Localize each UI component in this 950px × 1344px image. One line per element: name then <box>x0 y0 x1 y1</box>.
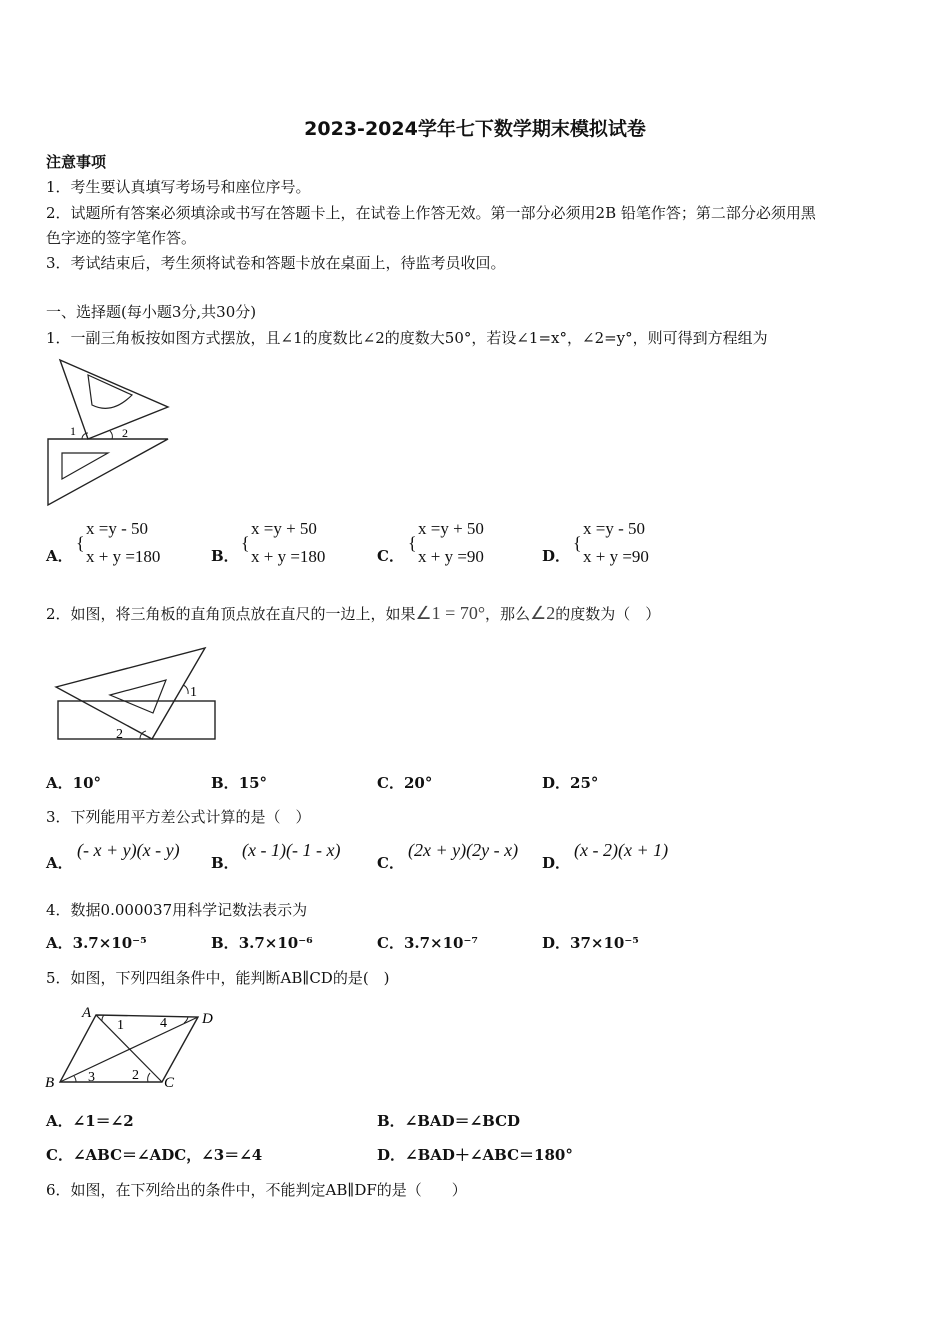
q2-option-c <box>377 772 432 793</box>
q1-angle-2-label: 2 <box>122 426 128 440</box>
q3-option-label: C． <box>377 854 404 872</box>
equation-line: x =y + 50 <box>418 519 484 538</box>
q1-option-a-system <box>76 519 206 571</box>
q1-option-b-system <box>241 519 371 571</box>
option-value: 25° <box>570 774 599 792</box>
q3-option-b-expression: (x - 1)(- 1 - x) <box>242 840 341 860</box>
option-label: A． <box>46 1112 73 1130</box>
equation-line: x =y - 50 <box>86 519 148 538</box>
q4-option-c <box>377 932 478 953</box>
q2-angle-2-label: 2 <box>116 727 123 742</box>
q1-option-c-system <box>408 519 538 571</box>
option-value: 3.7×10⁻⁷ <box>403 934 478 952</box>
q5-option-c <box>46 1144 262 1165</box>
equation-line: x + y =90 <box>583 547 649 566</box>
question-6-text: 6．如图，在下列给出的条件中，不能判定AB∥DF的是（ ） <box>46 1181 467 1199</box>
option-value: 15° <box>238 774 268 792</box>
option-value: 37×10⁻⁵ <box>570 934 639 952</box>
question-1-text: 1．一副三角板按如图方式摆放，且∠1的度数比∠2的度数大50°，若设∠1=x°，∠2=y°，则可得到方程组为 <box>46 329 768 347</box>
equation-line: x =y - 50 <box>583 519 645 538</box>
q5-vertex-d-label: D <box>202 1011 213 1027</box>
q1-option-label: C． <box>377 547 404 565</box>
option-label: C． <box>46 1146 73 1164</box>
q1-triangle-rulers-figure <box>40 355 180 510</box>
q5-option-d <box>377 1144 573 1165</box>
q2-text-part: 的度数为（ ） <box>555 605 661 623</box>
q4-option-a <box>46 932 147 953</box>
note-line: 2．试题所有答案必须填涂或书写在答题卡上，在试卷上作答无效。第一部分必须用2B 铅笔作答；第二部分必须用黑 <box>46 204 816 222</box>
brace-symbol: { <box>573 533 582 553</box>
question-5-text: 5．如图，下列四组条件中，能判断AB∥CD的是( ) <box>46 969 390 987</box>
q1-option-label: B． <box>211 547 239 565</box>
q5-angle-4-label: 4 <box>160 1016 167 1031</box>
option-value: ∠BAD＋∠ABC＝180° <box>405 1146 573 1164</box>
q3-option-a-expression: (- x + y)(x - y) <box>77 840 180 860</box>
q1-option-label: A． <box>46 547 73 565</box>
option-value: 10° <box>72 774 102 792</box>
q2-angle-2: ∠2 <box>530 603 556 623</box>
q2-text-part: ，那么 <box>485 605 531 623</box>
option-label: D． <box>542 934 571 952</box>
q4-option-d <box>542 932 639 953</box>
q3-option-c-expression: (2x + y)(2y - x) <box>408 840 519 860</box>
question-4-text: 4．数据0.000037用科学记数法表示为 <box>46 901 308 919</box>
q3-option-label: B． <box>211 854 239 872</box>
q4-option-b <box>211 932 313 953</box>
q3-option-label: A． <box>46 854 73 872</box>
option-label: D． <box>377 1146 406 1164</box>
q5-vertex-b-label: B <box>45 1075 55 1091</box>
q2-angle-1-label: 1 <box>190 685 197 700</box>
q2-option-a <box>46 772 101 793</box>
option-label: C． <box>377 774 404 792</box>
option-value: 20° <box>403 774 433 792</box>
q3-option-d-expression: (x - 2)(x + 1) <box>574 840 669 860</box>
option-label: C． <box>377 934 404 952</box>
option-label: D． <box>542 774 571 792</box>
q2-option-d <box>542 772 598 793</box>
q5-angle-2-label: 2 <box>132 1068 139 1083</box>
q3-option-label: D． <box>542 854 571 872</box>
q1-angle-1-label: 1 <box>70 424 76 438</box>
note-line: 1．考生要认真填写考场号和座位序号。 <box>46 178 311 196</box>
q1-option-d-system <box>573 519 703 571</box>
equation-line: x + y =90 <box>418 547 484 566</box>
note-line: 色字迹的签字笔作答。 <box>46 229 197 247</box>
option-label: B． <box>377 1112 405 1130</box>
option-value: ∠BAD＝∠BCD <box>404 1112 521 1130</box>
option-label: B． <box>211 934 239 952</box>
question-3-text: 3．下列能用平方差公式计算的是（ ） <box>46 808 311 826</box>
q5-option-a <box>46 1110 134 1131</box>
exam-title: 2023-2024学年七下数学期末模拟试卷 <box>304 118 646 140</box>
q2-ruler-triangle-figure <box>50 645 225 745</box>
brace-symbol: { <box>241 533 250 553</box>
option-label: A． <box>46 774 73 792</box>
option-value: ∠1＝∠2 <box>72 1112 134 1130</box>
q1-option-label: D． <box>542 547 571 565</box>
equation-line: x =y + 50 <box>251 519 317 538</box>
option-label: B． <box>211 774 239 792</box>
equation-line: x + y =180 <box>86 547 161 566</box>
notes-heading: 注意事项 <box>46 153 107 171</box>
brace-symbol: { <box>408 533 417 553</box>
q5-angle-1-label: 1 <box>117 1018 124 1033</box>
option-label: A． <box>46 934 73 952</box>
option-value: ∠ABC＝∠ADC，∠3＝∠4 <box>72 1146 263 1164</box>
q5-vertex-c-label: C <box>164 1075 175 1091</box>
question-2-text <box>46 603 660 624</box>
option-value: 3.7×10⁻⁵ <box>72 934 147 952</box>
equation-line: x + y =180 <box>251 547 326 566</box>
brace-symbol: { <box>76 533 85 553</box>
section-heading: 一、选择题(每小题3分,共30分) <box>46 303 257 321</box>
q5-option-b <box>377 1110 520 1131</box>
q2-angle-expression: ∠1 = 70° <box>415 603 486 623</box>
q5-parallelogram-figure <box>40 1003 230 1093</box>
q2-option-b <box>211 772 267 793</box>
option-value: 3.7×10⁻⁶ <box>238 934 313 952</box>
q5-vertex-a-label: A <box>82 1005 92 1021</box>
q2-text-part: 2．如图，将三角板的直角顶点放在直尺的一边上，如果 <box>46 605 416 623</box>
q5-angle-3-label: 3 <box>88 1070 95 1085</box>
note-line: 3．考试结束后，考生须将试卷和答题卡放在桌面上，待监考员收回。 <box>46 254 506 272</box>
